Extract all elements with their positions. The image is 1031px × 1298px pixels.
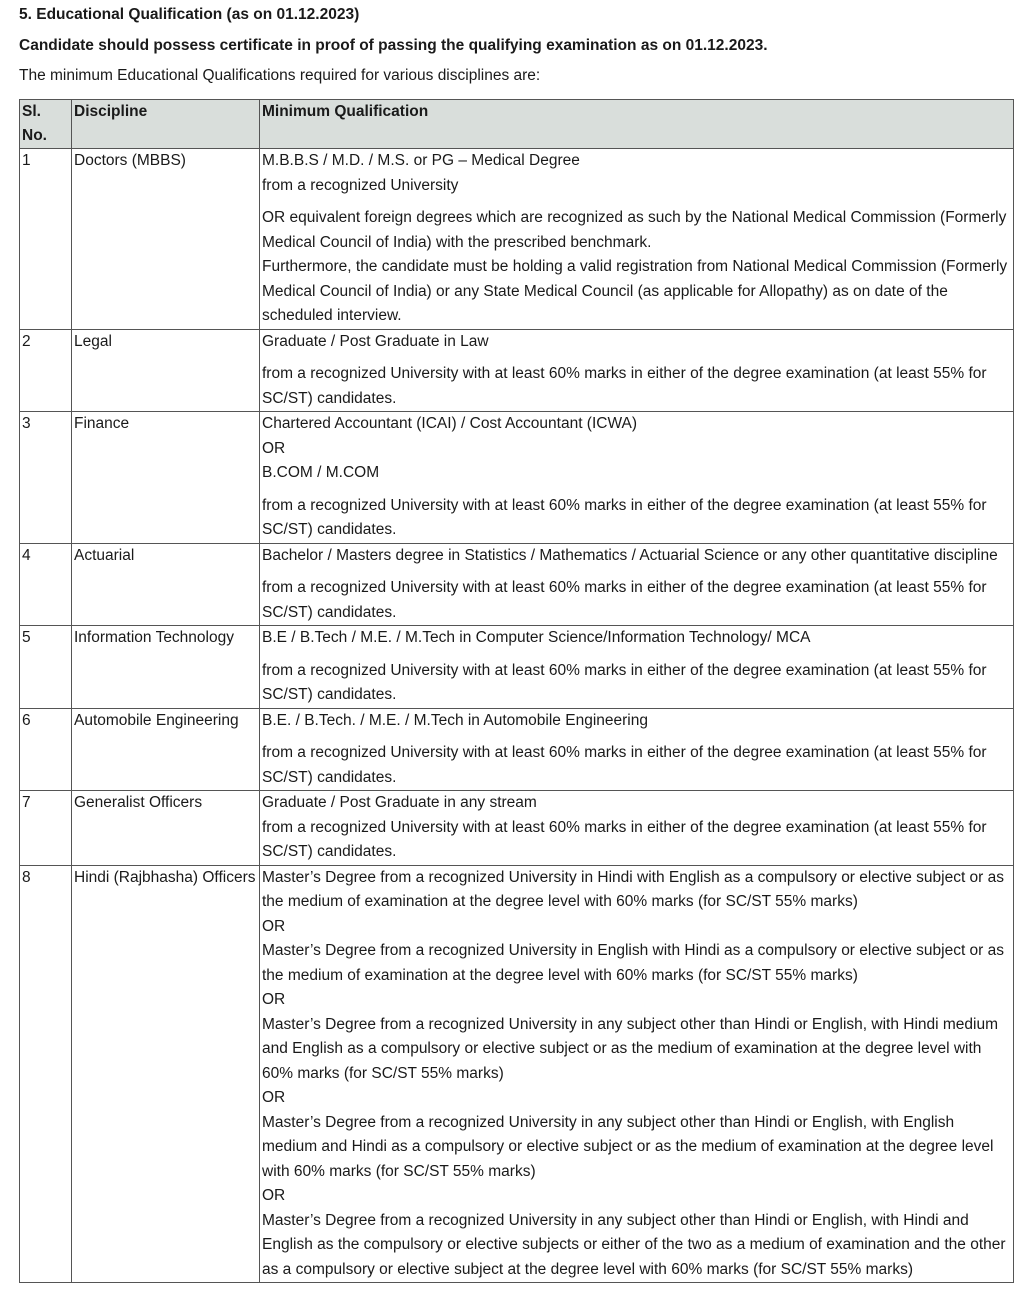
qualification-text: B.E. / B.Tech. / M.E. / M.Tech in Automobile Engineering: [262, 711, 648, 729]
qualification-text: OR: [262, 1089, 286, 1106]
qualification-text: Furthermore, the candidate must be holding a valid registration from National Medical Commission (Formerly Medical Council of India) or any State Medical Council (as applicable for Allopathy) as on date of the scheduled interview.: [262, 258, 1008, 324]
row-discipline: Actuarial: [72, 543, 260, 626]
row-sl-no: 4: [20, 543, 72, 626]
row-discipline: Finance: [72, 412, 260, 544]
table-row: [20, 329, 1014, 412]
row-qualification: [260, 329, 1014, 412]
row-sl-no: 6: [20, 708, 72, 791]
qualification-text: OR: [262, 1187, 286, 1204]
qualification-text: from a recognized University with at least 60% marks in either of the degree examination (at least 55% for SC/ST) candidates.: [262, 579, 987, 621]
row-qualification: [260, 149, 1014, 330]
qualification-text: Graduate / Post Graduate in any stream: [262, 794, 537, 811]
row-discipline: Doctors (MBBS): [72, 149, 260, 330]
qualification-text: from a recognized University with at least 60% marks in either of the degree examination (at least 55% for SC/ST) candidates.: [262, 818, 987, 860]
table-row: [20, 149, 1014, 330]
header-discipline: Discipline: [72, 100, 260, 149]
section-heading: 5. Educational Qualification (as on 01.12.2023): [19, 6, 360, 23]
row-discipline: Automobile Engineering: [72, 708, 260, 791]
qualification-text: Master’s Degree from a recognized University in Hindi with English as a compulsory or elective subject or as the medium of examination at the degree level with 60% marks (for SC/ST 55% marks): [262, 868, 1005, 910]
qualification-text: Master’s Degree from a recognized University in English with Hindi as a compulsory or elective subject or as the medium of examination at the degree level with 60% marks (for SC/ST 55% marks): [262, 942, 1005, 984]
section-intro: The minimum Educational Qualifications required for various disciplines are:: [19, 67, 541, 84]
row-sl-no: 5: [20, 626, 72, 709]
qualification-text: Master’s Degree from a recognized University in any subject other than Hindi or English, with Hindi medium and English as a compulsory or elective subject or as the medium of examination at the degree level with 60% marks (for SC/ST 55% marks): [262, 1015, 999, 1082]
row-sl-no: 1: [20, 149, 72, 330]
row-qualification: [260, 543, 1014, 626]
row-sl-no: 3: [20, 412, 72, 544]
qualification-text: B.COM / M.COM: [262, 464, 380, 481]
header-minimum-qualification: Minimum Qualification: [260, 100, 1014, 149]
qualification-text: from a recognized University with at least 60% marks in either of the degree examination (at least 55% for SC/ST) candidates.: [262, 744, 987, 786]
table-row: [20, 626, 1014, 709]
qualification-text: OR: [262, 991, 286, 1008]
row-sl-no: 7: [20, 791, 72, 866]
qualification-text: B.E / B.Tech / M.E. / M.Tech in Computer Science/Information Technology/ MCA: [262, 629, 811, 646]
table-row: [20, 412, 1014, 544]
table-header-row: [20, 100, 1014, 149]
qualification-text: Master’s Degree from a recognized University in any subject other than Hindi or English, with English medium and Hindi as a compulsory or elective subject or as the medium of examination at the degree level with 60% marks (for SC/ST 55% marks): [262, 1113, 994, 1180]
row-sl-no: 8: [20, 865, 72, 1283]
table-row: [20, 543, 1014, 626]
row-qualification: [260, 412, 1014, 544]
qualification-text: from a recognized University with at least 60% marks in either of the degree examination (at least 55% for SC/ST) candidates.: [262, 496, 987, 538]
qualification-text: Chartered Accountant (ICAI) / Cost Accountant (ICWA): [262, 415, 638, 432]
qualification-table: [19, 99, 1014, 1283]
row-discipline: Generalist Officers: [72, 791, 260, 866]
row-qualification: [260, 626, 1014, 709]
qualification-text: OR: [262, 439, 286, 457]
row-discipline: Legal: [72, 329, 260, 412]
header-sl-no: Sl. No.: [20, 100, 72, 149]
qualification-text: from a recognized University with at least 60% marks in either of the degree examination (at least 55% for SC/ST) candidates.: [262, 365, 987, 407]
row-discipline: Information Technology: [72, 626, 260, 709]
qualification-text: Bachelor / Masters degree in Statistics / Mathematics / Actuarial Science or any other quantitative discipline: [262, 546, 998, 564]
row-qualification: [260, 865, 1014, 1283]
table-row: [20, 865, 1014, 1283]
row-discipline: Hindi (Rajbhasha) Officers: [72, 865, 260, 1283]
table-row: [20, 708, 1014, 791]
row-qualification: [260, 791, 1014, 866]
table-row: [20, 791, 1014, 866]
qualification-text: from a recognized University: [262, 176, 459, 194]
qualification-text: Master’s Degree from a recognized University in any subject other than Hindi or English, with Hindi and English as the compulsory or elective subjects or either of the two as a medium of examination and the other as a compulsory or elective subject at the degree level with 60% marks (for SC/ST 55% marks): [262, 1211, 1006, 1278]
row-sl-no: 2: [20, 329, 72, 412]
qualification-text: OR equivalent foreign degrees which are recognized as such by the National Medical Commission (Formerly Medical Council of India) with the prescribed benchmark.: [262, 209, 1007, 251]
qualification-text: OR: [262, 917, 286, 935]
qualification-text: from a recognized University with at least 60% marks in either of the degree examination (at least 55% for SC/ST) candidates.: [262, 661, 987, 703]
section-subheading: Candidate should possess certificate in proof of passing the qualifying examination as on 01.12.2023.: [19, 37, 768, 54]
qualification-text: M.B.B.S / M.D. / M.S. or PG – Medical Degree: [262, 152, 580, 169]
row-qualification: [260, 708, 1014, 791]
qualification-text: Graduate / Post Graduate in Law: [262, 332, 489, 350]
